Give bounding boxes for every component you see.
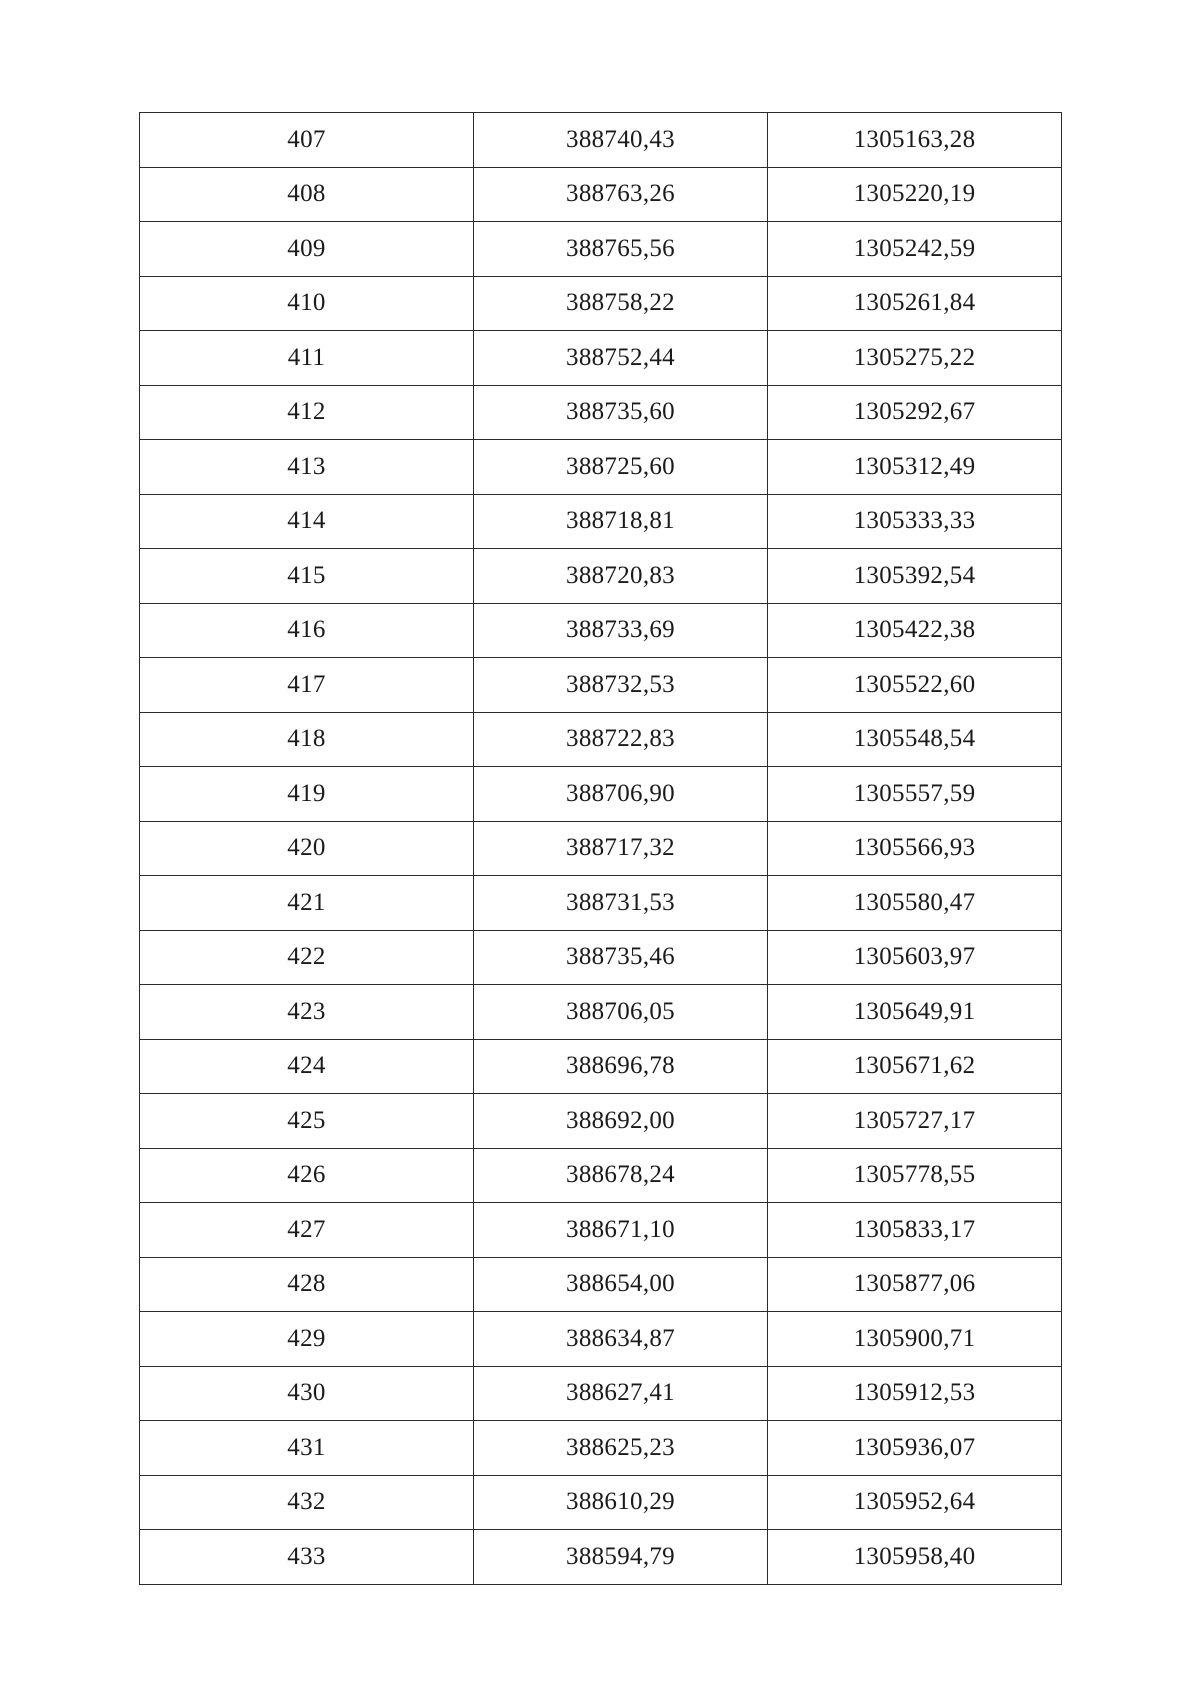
table-row: [140, 1421, 1062, 1476]
y-coordinate-cell: 1305936,07: [768, 1421, 1062, 1476]
table-row: [140, 1366, 1062, 1421]
y-coordinate-cell: 1305522,60: [768, 658, 1062, 713]
point-number-cell: 409: [140, 222, 474, 277]
table-row: [140, 1203, 1062, 1258]
x-coordinate-cell: 388706,05: [474, 985, 768, 1040]
table-row: [140, 1039, 1062, 1094]
x-coordinate-cell: 388731,53: [474, 876, 768, 931]
table-row: [140, 1094, 1062, 1149]
point-number-cell: 412: [140, 385, 474, 440]
x-coordinate-cell: 388594,79: [474, 1530, 768, 1585]
table-row: [140, 603, 1062, 658]
x-coordinate-cell: 388725,60: [474, 440, 768, 495]
table-row: [140, 1312, 1062, 1367]
y-coordinate-cell: 1305557,59: [768, 767, 1062, 822]
point-number-cell: 413: [140, 440, 474, 495]
table-row: [140, 385, 1062, 440]
table-row: [140, 658, 1062, 713]
point-number-cell: 432: [140, 1475, 474, 1530]
y-coordinate-cell: 1305671,62: [768, 1039, 1062, 1094]
y-coordinate-cell: 1305603,97: [768, 930, 1062, 985]
point-number-cell: 426: [140, 1148, 474, 1203]
x-coordinate-cell: 388763,26: [474, 167, 768, 222]
table-row: [140, 876, 1062, 931]
y-coordinate-cell: 1305422,38: [768, 603, 1062, 658]
y-coordinate-cell: 1305833,17: [768, 1203, 1062, 1258]
x-coordinate-cell: 388765,56: [474, 222, 768, 277]
y-coordinate-cell: 1305649,91: [768, 985, 1062, 1040]
x-coordinate-cell: 388625,23: [474, 1421, 768, 1476]
y-coordinate-cell: 1305778,55: [768, 1148, 1062, 1203]
x-coordinate-cell: 388696,78: [474, 1039, 768, 1094]
y-coordinate-cell: 1305163,28: [768, 113, 1062, 168]
x-coordinate-cell: 388758,22: [474, 276, 768, 331]
x-coordinate-cell: 388671,10: [474, 1203, 768, 1258]
x-coordinate-cell: 388634,87: [474, 1312, 768, 1367]
table-row: [140, 821, 1062, 876]
x-coordinate-cell: 388627,41: [474, 1366, 768, 1421]
x-coordinate-cell: 388692,00: [474, 1094, 768, 1149]
y-coordinate-cell: 1305958,40: [768, 1530, 1062, 1585]
y-coordinate-cell: 1305333,33: [768, 494, 1062, 549]
y-coordinate-cell: 1305912,53: [768, 1366, 1062, 1421]
point-number-cell: 418: [140, 712, 474, 767]
y-coordinate-cell: 1305392,54: [768, 549, 1062, 604]
y-coordinate-cell: 1305548,54: [768, 712, 1062, 767]
point-number-cell: 411: [140, 331, 474, 386]
x-coordinate-cell: 388678,24: [474, 1148, 768, 1203]
x-coordinate-cell: 388752,44: [474, 331, 768, 386]
point-number-cell: 417: [140, 658, 474, 713]
point-number-cell: 419: [140, 767, 474, 822]
point-number-cell: 415: [140, 549, 474, 604]
x-coordinate-cell: 388740,43: [474, 113, 768, 168]
x-coordinate-cell: 388717,32: [474, 821, 768, 876]
table-row: [140, 494, 1062, 549]
x-coordinate-cell: 388722,83: [474, 712, 768, 767]
point-number-cell: 425: [140, 1094, 474, 1149]
y-coordinate-cell: 1305261,84: [768, 276, 1062, 331]
point-number-cell: 431: [140, 1421, 474, 1476]
point-number-cell: 416: [140, 603, 474, 658]
y-coordinate-cell: 1305220,19: [768, 167, 1062, 222]
y-coordinate-cell: 1305580,47: [768, 876, 1062, 931]
table-row: [140, 985, 1062, 1040]
table-row: [140, 167, 1062, 222]
y-coordinate-cell: 1305242,59: [768, 222, 1062, 277]
x-coordinate-cell: 388720,83: [474, 549, 768, 604]
x-coordinate-cell: 388718,81: [474, 494, 768, 549]
point-number-cell: 410: [140, 276, 474, 331]
point-number-cell: 429: [140, 1312, 474, 1367]
table-row: [140, 113, 1062, 168]
y-coordinate-cell: 1305275,22: [768, 331, 1062, 386]
table-row: [140, 767, 1062, 822]
point-number-cell: 408: [140, 167, 474, 222]
y-coordinate-cell: 1305952,64: [768, 1475, 1062, 1530]
point-number-cell: 430: [140, 1366, 474, 1421]
x-coordinate-cell: 388733,69: [474, 603, 768, 658]
table-row: [140, 331, 1062, 386]
table-row: [140, 276, 1062, 331]
y-coordinate-cell: 1305877,06: [768, 1257, 1062, 1312]
x-coordinate-cell: 388706,90: [474, 767, 768, 822]
y-coordinate-cell: 1305900,71: [768, 1312, 1062, 1367]
x-coordinate-cell: 388732,53: [474, 658, 768, 713]
point-number-cell: 420: [140, 821, 474, 876]
x-coordinate-cell: 388735,46: [474, 930, 768, 985]
y-coordinate-cell: 1305727,17: [768, 1094, 1062, 1149]
table-row: [140, 712, 1062, 767]
table-row: [140, 1475, 1062, 1530]
y-coordinate-cell: 1305312,49: [768, 440, 1062, 495]
x-coordinate-cell: 388654,00: [474, 1257, 768, 1312]
x-coordinate-cell: 388610,29: [474, 1475, 768, 1530]
point-number-cell: 422: [140, 930, 474, 985]
table-row: [140, 1148, 1062, 1203]
x-coordinate-cell: 388735,60: [474, 385, 768, 440]
point-number-cell: 423: [140, 985, 474, 1040]
y-coordinate-cell: 1305566,93: [768, 821, 1062, 876]
coordinates-table: [139, 112, 1062, 1585]
point-number-cell: 428: [140, 1257, 474, 1312]
point-number-cell: 427: [140, 1203, 474, 1258]
point-number-cell: 433: [140, 1530, 474, 1585]
table-row: [140, 930, 1062, 985]
point-number-cell: 414: [140, 494, 474, 549]
table-row: [140, 549, 1062, 604]
table-row: [140, 1530, 1062, 1585]
table-row: [140, 440, 1062, 495]
y-coordinate-cell: 1305292,67: [768, 385, 1062, 440]
table-row: [140, 1257, 1062, 1312]
point-number-cell: 424: [140, 1039, 474, 1094]
table-row: [140, 222, 1062, 277]
point-number-cell: 407: [140, 113, 474, 168]
point-number-cell: 421: [140, 876, 474, 931]
coordinates-table-body: [140, 113, 1062, 1585]
